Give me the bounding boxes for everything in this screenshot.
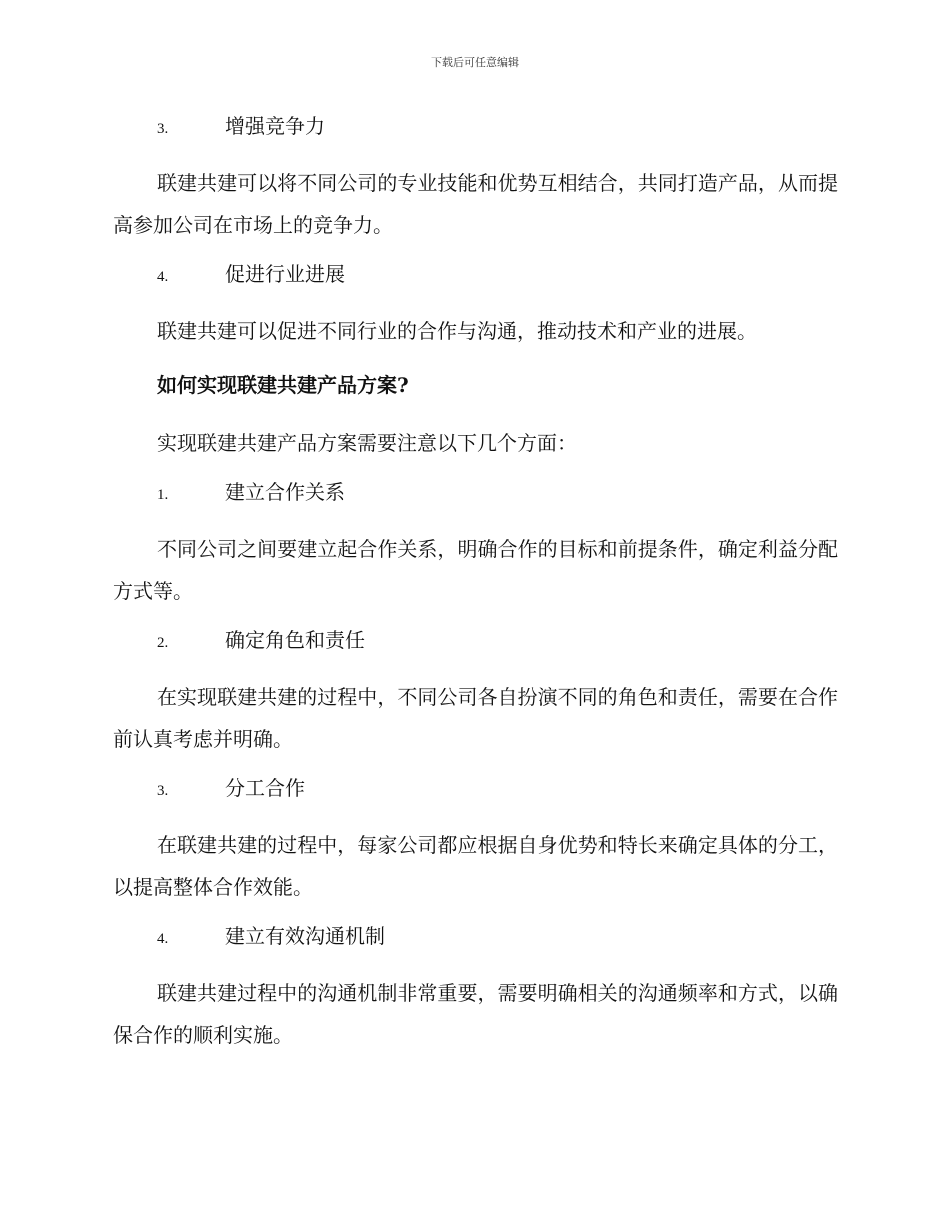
list-item-enhance-competitiveness [157, 110, 838, 144]
list-number: 3. [157, 121, 169, 137]
paragraph: 联建共建可以促进不同行业的合作与沟通，推动技术和产业的进展。 [157, 319, 757, 343]
list-item-communication-mechanism [157, 920, 838, 954]
list-title: 增强竞争力 [225, 114, 325, 138]
document-body [113, 110, 838, 1068]
section-heading: 如何实现联建共建产品方案? [157, 373, 409, 397]
list-title: 确定角色和责任 [225, 628, 365, 652]
paragraph: 实现联建共建产品方案需要注意以下几个方面： [157, 431, 577, 455]
list-number: 4. [157, 931, 169, 947]
list-title: 建立有效沟通机制 [225, 924, 385, 948]
list-item-division-of-labor [157, 772, 838, 806]
paragraph: 在联建共建的过程中，每家公司都应根据自身优势和特长来确定具体的分工，以提高整体合作效能。 [113, 833, 838, 899]
list-item-build-cooperation [157, 476, 838, 510]
list-number: 4. [157, 269, 169, 285]
list-number: 3. [157, 783, 169, 799]
list-title: 分工合作 [225, 776, 305, 800]
list-title: 建立合作关系 [225, 480, 345, 504]
list-number: 2. [157, 635, 169, 651]
paragraph: 联建共建过程中的沟通机制非常重要，需要明确相关的沟通频率和方式，以确保合作的顺利实施。 [113, 981, 838, 1047]
paragraph: 在实现联建共建的过程中，不同公司各自扮演不同的角色和责任，需要在合作前认真考虑并明确。 [113, 685, 838, 751]
list-number: 1. [157, 487, 169, 503]
list-item-promote-industry [157, 258, 838, 292]
page-header: 下载后可任意编辑 [431, 56, 519, 69]
list-title: 促进行业进展 [225, 262, 345, 286]
paragraph: 不同公司之间要建立起合作关系，明确合作的目标和前提条件，确定利益分配方式等。 [113, 537, 838, 603]
paragraph: 联建共建可以将不同公司的专业技能和优势互相结合，共同打造产品，从而提高参加公司在市场上的竞争力。 [113, 171, 838, 237]
list-item-roles-responsibilities [157, 624, 838, 658]
